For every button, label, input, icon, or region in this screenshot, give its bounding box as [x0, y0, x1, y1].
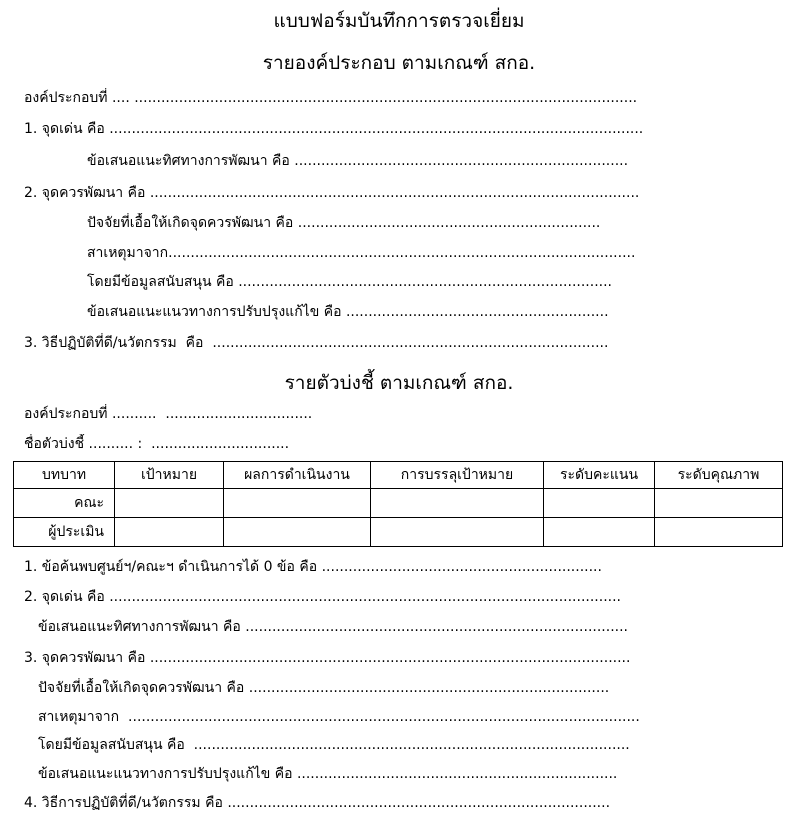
indicator-section-title: รายตัวบ่งชี้ ตามเกณฑ์ สกอ.	[284, 372, 514, 394]
table-header-row	[14, 462, 783, 489]
p2-suggestion-line: ข้อเสนอแนะทิศทางการพัฒนา คือ ......................................................................................	[38, 619, 628, 635]
p2-factor-line: ปัจจัยที่เอื้อให้เกิดจุดควรพัฒนา คือ .................................................................................	[38, 680, 610, 696]
header-result: ผลการดำเนินงาน	[224, 462, 371, 489]
p1-component-line: องค์ประกอบที่ .... .................................................................................................................	[24, 90, 638, 106]
table-cell	[655, 489, 783, 518]
header-achievement: การบรรลุเป้าหมาย	[371, 462, 544, 489]
table-cell	[544, 489, 655, 518]
header-quality: ระดับคุณภาพ	[655, 462, 783, 489]
table-cell	[224, 518, 371, 547]
p2-practice-line: 4. วิธีการปฏิบัติที่ดี/นวัตกรรม คือ ......................................................................................	[24, 795, 611, 811]
row-role-cell: ผู้ประเมิน	[14, 518, 115, 547]
p2-findings-line: 1. ข้อค้นพบศูนย์ฯ/คณะฯ ดำเนินการได้ 0 ข้อ คือ ...............................................................	[24, 559, 602, 575]
form-subtitle: รายองค์ประกอบ ตามเกณฑ์ สกอ.	[262, 52, 536, 74]
header-role: บทบาท	[14, 462, 115, 489]
table-cell	[544, 518, 655, 547]
p1-strength-line: 1. จุดเด่น คือ ........................................................................................................................	[24, 121, 644, 137]
p2-strength-line: 2. จุดเด่น คือ ...................................................................................................................	[24, 589, 621, 605]
p2-evidence-line: โดยมีข้อมูลสนับสนุน คือ ..................................................................................................	[38, 737, 630, 753]
form-title: แบบฟอร์มบันทึกการตรวจเยี่ยม	[273, 10, 525, 32]
table-cell	[115, 518, 224, 547]
table-cell	[224, 489, 371, 518]
p1-factor-line: ปัจจัยที่เอื้อให้เกิดจุดควรพัฒนา คือ ....................................................................	[87, 215, 601, 231]
p2-component-line: องค์ประกอบที่ .......... .................................	[24, 406, 313, 422]
table-row	[14, 518, 783, 547]
p1-improve-line: 2. จุดควรพัฒนา คือ ..............................................................................................................	[24, 185, 640, 201]
p2-indicator-line: ชื่อตัวบ่งชี้ .......... : ...............................	[24, 436, 290, 452]
table-cell	[115, 489, 224, 518]
header-score: ระดับคะแนน	[544, 462, 655, 489]
table-cell	[655, 518, 783, 547]
row-role-cell: คณะ	[14, 489, 115, 518]
p2-cause-line: สาเหตุมาจาก ...................................................................................................................	[38, 709, 640, 725]
p2-fix-line: ข้อเสนอแนะแนวทางการปรับปรุงแก้ไข คือ ........................................................................	[38, 766, 618, 782]
p1-practice-line: 3. วิธีปฏิบัติที่ดี/นวัตกรรม คือ .........................................................................................	[24, 335, 609, 351]
p1-fix-line: ข้อเสนอแนะแนวทางการปรับปรุงแก้ไข คือ ...........................................................	[87, 304, 609, 320]
header-target: เป้าหมาย	[115, 462, 224, 489]
p1-suggestion-line: ข้อเสนอแนะทิศทางการพัฒนา คือ ...........................................................................	[87, 153, 629, 169]
table-cell	[371, 489, 544, 518]
p1-cause-line: สาเหตุมาจาก.........................................................................................................	[87, 245, 636, 261]
table-row	[14, 489, 783, 518]
assessment-table	[13, 461, 783, 547]
table-cell	[371, 518, 544, 547]
p2-improve-line: 3. จุดควรพัฒนา คือ ............................................................................................................	[24, 650, 631, 666]
p1-evidence-line: โดยมีข้อมูลสนับสนุน คือ ....................................................................................	[87, 274, 613, 290]
